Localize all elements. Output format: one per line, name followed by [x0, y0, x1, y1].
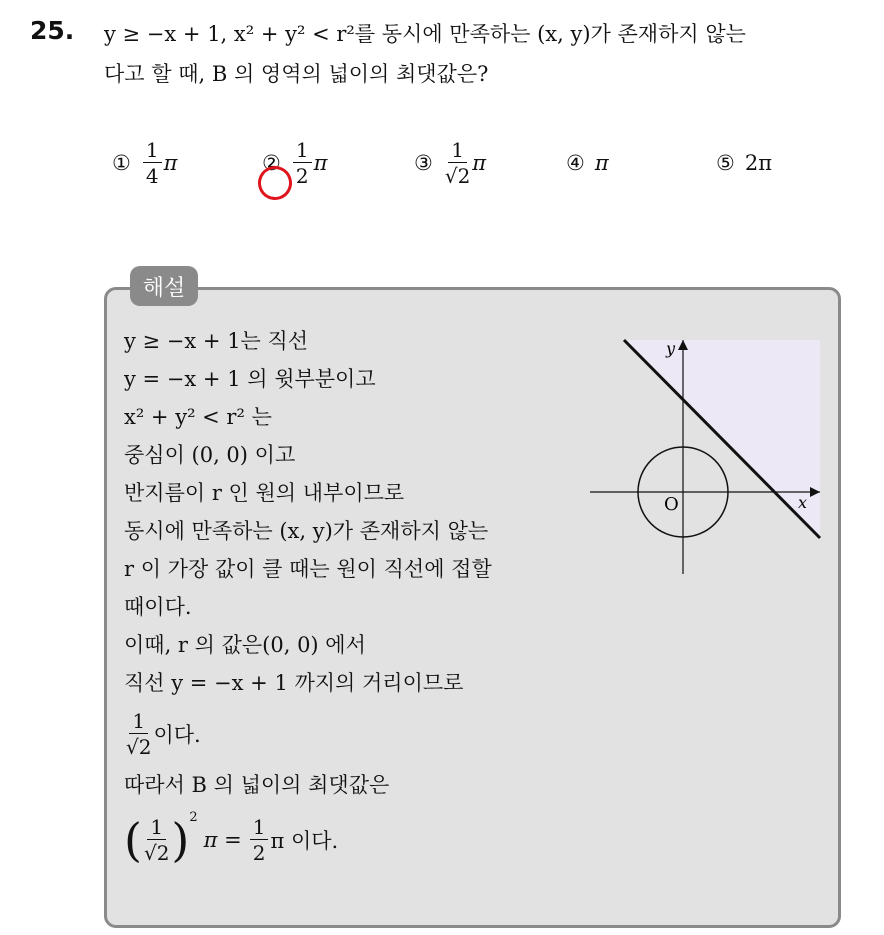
fraction-numerator: 1: [293, 138, 312, 163]
x-axis-label: x: [798, 493, 808, 512]
solution-line: r 이 가장 값이 클 때는 원이 직선에 접할: [124, 557, 492, 581]
question-number: 25.: [30, 16, 75, 45]
solution-line: 때이다.: [124, 595, 192, 619]
answer-mark-circle: [254, 162, 297, 205]
choice-5[interactable]: [716, 128, 772, 198]
choice-3[interactable]: [414, 128, 486, 198]
final-suffix: π 이다.: [270, 829, 339, 853]
solution-line: 중심이 (0, 0) 이고: [124, 443, 296, 467]
fraction-numerator: 1: [129, 709, 148, 734]
final-expression: [124, 804, 604, 876]
stem-line-2: 다고 할 때, B 의 영역의 넓이의 최댓값은?: [104, 62, 489, 86]
choice-text: π: [594, 151, 609, 175]
choice-number: ②: [262, 151, 281, 175]
left-paren: (: [124, 813, 142, 867]
choice-2[interactable]: [262, 128, 327, 198]
question-stem: [104, 14, 874, 94]
fraction-numerator: 1: [147, 815, 166, 840]
fraction-denominator: 2: [252, 840, 266, 865]
result-fraction: [250, 815, 269, 866]
solution-line: 동시에 만족하는 (x, y)가 존재하지 않는: [124, 519, 489, 543]
distance-fraction: [126, 709, 151, 760]
fraction-denominator: √2: [444, 163, 471, 188]
graph-diagram: [588, 338, 828, 578]
solution-line: x² + y² < r² 는: [124, 405, 272, 429]
choice-suffix: π: [163, 151, 178, 175]
fraction-denominator: 2: [295, 163, 309, 188]
choice-suffix: π: [472, 151, 487, 175]
choice-4[interactable]: [566, 128, 609, 198]
fraction-suffix: 이다.: [153, 723, 201, 747]
answer-choices: [0, 128, 884, 198]
choice-fraction: [293, 138, 312, 189]
solution-fraction-line: [124, 702, 604, 766]
solution-line: 직선 y = −x + 1 까지의 거리이므로: [124, 671, 464, 695]
origin-label: O: [664, 494, 679, 515]
fraction-numerator: 1: [448, 138, 467, 163]
choice-1[interactable]: [112, 128, 177, 198]
fraction-denominator: 4: [145, 163, 159, 188]
choice-number: ①: [112, 151, 131, 175]
choice-text: 2π: [744, 151, 772, 175]
fraction-denominator: √2: [143, 840, 170, 865]
solution-text: [124, 322, 604, 876]
fraction-denominator: √2: [126, 734, 152, 759]
solution-tag: 해설: [130, 266, 198, 306]
solution-line: 이때, r 의 값은(0, 0) 에서: [124, 633, 366, 657]
final-fraction: [144, 815, 169, 866]
solution-line: y = −x + 1 의 윗부분이고: [124, 367, 376, 391]
solution-line: y ≥ −x + 1는 직선: [124, 329, 309, 353]
choice-fraction: [445, 138, 470, 189]
fraction-numerator: 1: [250, 815, 269, 840]
choice-number: ③: [414, 151, 433, 175]
choice-number: ⑤: [716, 151, 735, 175]
stem-line-1: y ≥ −x + 1, x² + y² < r²를 동시에 만족하는 (x, y)가 존재하지 않는: [104, 22, 746, 46]
solution-line: 반지름이 r 인 원의 내부이므로: [124, 481, 405, 505]
exponent: 2: [189, 810, 198, 825]
choice-suffix: π: [313, 151, 328, 175]
right-paren: ): [171, 813, 190, 867]
fraction-numerator: 1: [143, 138, 162, 163]
solution-line: 따라서 B 의 넓이의 최댓값은: [124, 773, 390, 797]
final-mid: π =: [203, 828, 242, 852]
choice-number: ④: [566, 151, 585, 175]
y-axis-label: y: [666, 339, 676, 358]
choice-fraction: [143, 138, 162, 189]
